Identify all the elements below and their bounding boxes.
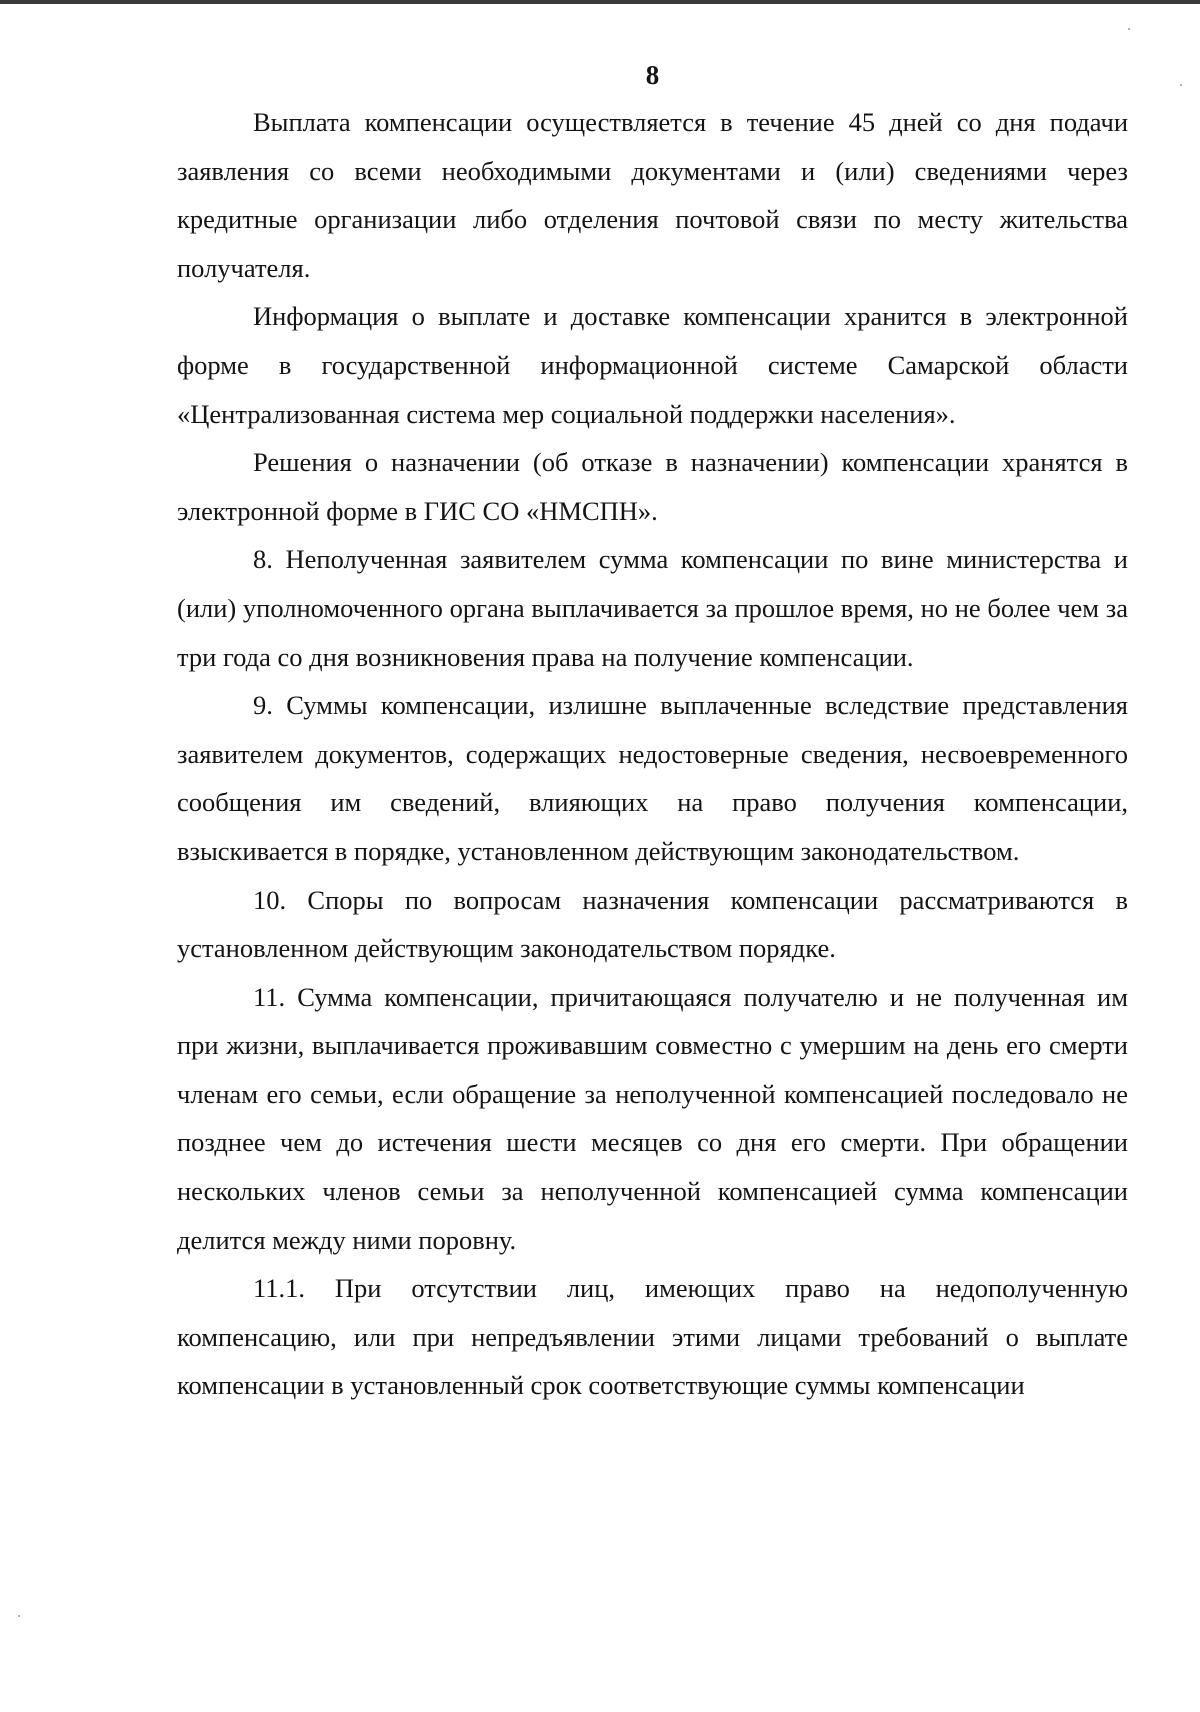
scan-speck (1180, 84, 1182, 86)
scan-speck (1128, 28, 1130, 30)
scan-top-edge (0, 0, 1200, 4)
scan-speck (18, 1615, 20, 1617)
paragraph-item-8: 8. Неполученная заявителем сумма компенсации по вине министерства и (или) уполномоченного органа выплачивается за прошлое время, но не более чем за три года со дня возникновения права на получение компенсации. (177, 544, 1128, 672)
document-page (177, 58, 1128, 1410)
page-number: 8 (645, 60, 660, 90)
paragraph-item-11: 11. Сумма компенсации, причитающаяся получателю и не полученная им при жизни, выплачивается проживавшим совместно с умершим на день его смерти членам его семьи, если обращение за неполученной компенсацией последовало не позднее чем до истечения шести месяцев со дня его смерти. При обращении нескольких членов семьи за неполученной компенсацией сумма компенсации делится между ними поровну. (177, 981, 1128, 1255)
paragraph-payment-term: Выплата компенсации осуществляется в течение 45 дней со дня подачи заявления со всеми необходимыми документами и (или) сведениями через кредитные организации либо отделения почтовой связи по месту жительства получателя. (177, 107, 1128, 283)
paragraph-item-10: 10. Споры по вопросам назначения компенсации рассматриваются в установленном действующим законодательством порядке. (177, 884, 1128, 964)
paragraph-decisions-storage: Решения о назначении (об отказе в назначении) компенсации хранятся в электронной форме в ГИС СО «НМСПН». (177, 447, 1128, 526)
paragraph-item-9: 9. Суммы компенсации, излишне выплаченные вследствие представления заявителем документов, содержащих недостоверные сведения, несвоевременного сообщения им сведений, влияющих на право получения компенсации, взыскивается в порядке, установленном действующим законодательством. (177, 690, 1128, 866)
paragraph-payment-info-storage: Информация о выплате и доставке компенсации хранится в электронной форме в государственной информационной системе Самарской области «Централизованная система мер социальной поддержки населения». (177, 301, 1128, 429)
paragraph-item-11-1: 11.1. При отсутствии лиц, имеющих право на недополученную компенсацию, или при непредъявлении этими лицами требований о выплате компенсации в установленный срок соответствующие суммы компенсации (177, 1273, 1128, 1401)
